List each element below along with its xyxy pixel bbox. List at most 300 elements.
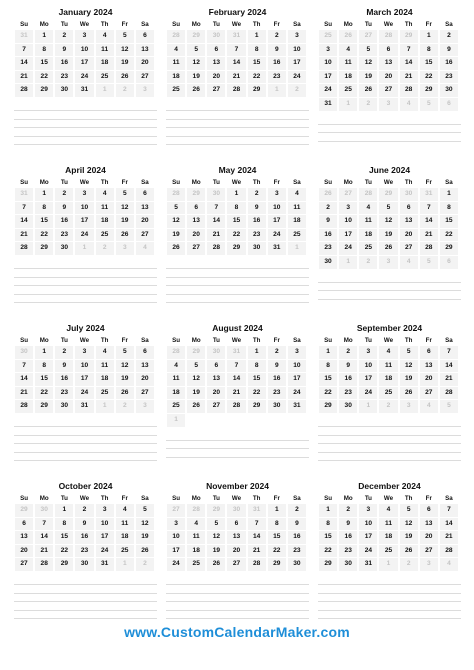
day-cell: 19 [187, 71, 205, 85]
day-cell: 3 [359, 346, 377, 360]
note-line [14, 103, 157, 111]
weekday-header: Su [20, 495, 29, 502]
day-cell: 28 [400, 84, 418, 98]
day-cell: 23 [339, 387, 357, 401]
day-cell: 17 [359, 373, 377, 387]
weekday-header: We [79, 337, 90, 344]
week-row [319, 545, 458, 559]
day-cell: 22 [35, 387, 53, 401]
week-row [319, 215, 458, 229]
week-row [167, 558, 306, 572]
note-line [318, 577, 461, 585]
day-cell: 24 [319, 84, 337, 98]
day-cell: 18 [167, 387, 185, 401]
month-title: March 2024 [366, 7, 413, 17]
week-row [15, 518, 154, 532]
adjacent-day-cell: 30 [35, 504, 53, 518]
day-cell: 13 [227, 531, 245, 545]
adjacent-day-cell: 1 [359, 400, 377, 414]
day-cell: 11 [96, 360, 114, 374]
day-cell: 19 [379, 229, 397, 243]
day-cell: 23 [440, 71, 458, 85]
day-cell: 11 [339, 57, 357, 71]
day-cell: 13 [136, 44, 154, 58]
day-cell: 8 [55, 518, 73, 532]
day-cell: 12 [167, 215, 185, 229]
month-table [13, 178, 156, 256]
day-cell: 7 [207, 202, 225, 216]
week-row [167, 30, 306, 44]
day-cell: 1 [319, 504, 337, 518]
weekday-header: Sa [445, 179, 453, 186]
day-cell: 12 [116, 202, 134, 216]
adjacent-day-cell: 30 [207, 30, 225, 44]
day-cell: 11 [116, 518, 134, 532]
day-cell: 5 [379, 202, 397, 216]
adjacent-day-cell: 6 [440, 256, 458, 270]
adjacent-day-cell: 31 [248, 504, 266, 518]
weekday-header: Tu [364, 21, 372, 28]
day-cell: 14 [440, 518, 458, 532]
note-line [14, 120, 157, 128]
day-cell: 15 [420, 57, 438, 71]
month-title: April 2024 [65, 165, 106, 175]
day-cell: 21 [15, 387, 33, 401]
note-line [14, 585, 157, 593]
note-line [166, 278, 309, 286]
adjacent-day-cell: 31 [15, 30, 33, 44]
day-cell: 13 [136, 202, 154, 216]
day-cell: 26 [379, 242, 397, 256]
day-cell: 7 [440, 346, 458, 360]
day-cell: 22 [268, 545, 286, 559]
weekday-header: Fr [425, 337, 432, 344]
note-line [14, 295, 157, 303]
month-table [165, 494, 308, 572]
notes-lines [318, 419, 461, 461]
day-cell: 29 [227, 242, 245, 256]
day-cell: 2 [75, 504, 93, 518]
adjacent-day-cell: 2 [400, 558, 418, 572]
day-cell: 25 [96, 387, 114, 401]
day-cell: 19 [116, 215, 134, 229]
note-line [166, 577, 309, 585]
adjacent-day-cell: 30 [207, 346, 225, 360]
notes-lines [14, 577, 157, 619]
day-cell: 8 [420, 44, 438, 58]
day-cell: 20 [15, 545, 33, 559]
day-cell: 29 [319, 558, 337, 572]
day-cell: 12 [187, 57, 205, 71]
day-cell: 23 [55, 71, 73, 85]
month-block [14, 478, 157, 636]
day-cell: 2 [339, 346, 357, 360]
day-cell: 9 [248, 202, 266, 216]
weekday-header: Fr [121, 495, 128, 502]
day-cell: 30 [339, 400, 357, 414]
weekday-header: Su [172, 179, 181, 186]
day-cell: 22 [440, 229, 458, 243]
weekday-header: Sa [293, 21, 301, 28]
note-line [14, 611, 157, 619]
day-cell: 17 [75, 373, 93, 387]
day-cell: 26 [207, 558, 225, 572]
weekday-header: Th [252, 21, 261, 28]
day-cell: 22 [227, 229, 245, 243]
weekday-header: Tu [60, 21, 68, 28]
note-line [166, 261, 309, 269]
note-line [318, 133, 461, 141]
notes-lines [318, 577, 461, 619]
adjacent-day-cell: 4 [136, 242, 154, 256]
day-cell: 26 [116, 71, 134, 85]
month-table [165, 336, 308, 428]
site-url[interactable]: www.CustomCalendarMaker.com [124, 624, 350, 640]
weekday-header: Su [324, 337, 333, 344]
adjacent-day-cell: 29 [379, 188, 397, 202]
day-cell: 29 [268, 558, 286, 572]
day-cell: 27 [420, 387, 438, 401]
day-cell: 4 [379, 504, 397, 518]
day-cell: 27 [400, 242, 418, 256]
weekday-header: Tu [60, 337, 68, 344]
day-cell: 9 [55, 360, 73, 374]
month-table [165, 20, 308, 98]
week-row [167, 242, 306, 256]
day-cell: 21 [15, 71, 33, 85]
day-cell: 16 [248, 215, 266, 229]
day-cell: 11 [288, 202, 306, 216]
day-cell: 2 [248, 188, 266, 202]
day-cell: 10 [268, 202, 286, 216]
week-row [15, 242, 154, 256]
day-cell: 17 [75, 57, 93, 71]
adjacent-day-cell: 30 [400, 188, 418, 202]
day-cell: 30 [440, 84, 458, 98]
week-row [15, 57, 154, 71]
adjacent-day-cell: 1 [116, 558, 134, 572]
day-cell: 2 [55, 346, 73, 360]
day-cell: 27 [136, 229, 154, 243]
day-cell: 9 [288, 518, 306, 532]
day-cell: 5 [116, 30, 134, 44]
adjacent-day-cell: 5 [420, 98, 438, 112]
note-line [14, 453, 157, 461]
day-cell: 18 [167, 71, 185, 85]
day-cell: 15 [319, 373, 337, 387]
day-cell: 27 [15, 558, 33, 572]
weekday-header: Sa [141, 337, 149, 344]
day-cell: 10 [319, 57, 337, 71]
weekday-header: Th [404, 21, 413, 28]
adjacent-day-cell: 1 [96, 84, 114, 98]
week-row [319, 400, 458, 414]
weekday-header: Sa [141, 495, 149, 502]
day-cell: 10 [96, 518, 114, 532]
day-cell: 22 [248, 71, 266, 85]
day-cell: 26 [136, 545, 154, 559]
day-cell: 16 [319, 229, 337, 243]
day-cell: 11 [187, 531, 205, 545]
day-cell: 8 [248, 44, 266, 58]
adjacent-day-cell: 3 [379, 98, 397, 112]
note-line [14, 261, 157, 269]
day-cell: 6 [136, 346, 154, 360]
day-cell: 6 [136, 188, 154, 202]
month-table [317, 494, 460, 572]
day-cell: 1 [440, 188, 458, 202]
adjacent-day-cell: 30 [15, 346, 33, 360]
note-line [318, 436, 461, 444]
day-cell: 29 [35, 400, 53, 414]
month-title: September 2024 [356, 323, 423, 333]
day-cell: 7 [227, 44, 245, 58]
day-cell: 30 [248, 242, 266, 256]
day-cell: 20 [207, 387, 225, 401]
day-cell: 28 [440, 387, 458, 401]
adjacent-day-cell: 30 [207, 188, 225, 202]
adjacent-day-cell: 28 [187, 504, 205, 518]
note-line [14, 577, 157, 585]
weekday-header: Tu [60, 179, 68, 186]
adjacent-day-cell: 27 [167, 504, 185, 518]
notes-lines [166, 261, 309, 303]
day-cell: 20 [420, 373, 438, 387]
day-cell: 17 [288, 57, 306, 71]
day-cell: 10 [288, 360, 306, 374]
week-row [319, 71, 458, 85]
day-cell: 5 [167, 202, 185, 216]
week-row [167, 504, 306, 518]
month-table [317, 178, 460, 270]
day-cell: 14 [15, 373, 33, 387]
day-cell: 5 [116, 346, 134, 360]
adjacent-day-cell: 31 [15, 188, 33, 202]
day-cell: 29 [319, 400, 337, 414]
week-row [319, 387, 458, 401]
month-title: February 2024 [208, 7, 267, 17]
week-row [167, 84, 306, 98]
day-cell: 7 [15, 360, 33, 374]
note-line [14, 111, 157, 119]
day-cell: 4 [379, 346, 397, 360]
note-line [14, 137, 157, 145]
weekday-header: Sa [445, 337, 453, 344]
day-cell: 30 [339, 558, 357, 572]
adjacent-day-cell: 31 [420, 188, 438, 202]
day-cell: 11 [167, 373, 185, 387]
day-cell: 12 [187, 373, 205, 387]
weekday-header: Th [100, 337, 109, 344]
day-cell: 24 [359, 387, 377, 401]
note-line [14, 427, 157, 435]
weekday-header: Tu [212, 495, 220, 502]
day-cell: 5 [136, 504, 154, 518]
day-cell: 12 [359, 57, 377, 71]
day-cell: 18 [359, 229, 377, 243]
weekday-header: Su [324, 21, 333, 28]
day-cell: 14 [440, 360, 458, 374]
day-cell: 4 [167, 44, 185, 58]
day-cell: 22 [319, 387, 337, 401]
day-cell: 29 [35, 242, 53, 256]
adjacent-day-cell: 1 [75, 242, 93, 256]
day-cell: 31 [359, 558, 377, 572]
week-row [319, 188, 458, 202]
adjacent-day-cell: 2 [288, 84, 306, 98]
month-table [13, 494, 156, 572]
month-title: June 2024 [368, 165, 411, 175]
day-cell: 2 [440, 30, 458, 44]
day-cell: 4 [288, 188, 306, 202]
day-cell: 18 [187, 545, 205, 559]
note-line [166, 128, 309, 136]
adjacent-day-cell: 1 [379, 558, 397, 572]
day-cell: 3 [288, 346, 306, 360]
day-cell: 29 [55, 558, 73, 572]
day-cell: 6 [379, 44, 397, 58]
weekday-header: Fr [121, 179, 128, 186]
day-cell: 18 [96, 373, 114, 387]
weekday-header: Mo [39, 495, 49, 502]
day-cell: 23 [288, 545, 306, 559]
day-cell: 13 [136, 360, 154, 374]
day-cell: 1 [248, 346, 266, 360]
day-cell: 12 [379, 215, 397, 229]
day-cell: 30 [288, 558, 306, 572]
day-cell: 23 [268, 71, 286, 85]
day-cell: 13 [420, 360, 438, 374]
day-cell: 1 [319, 346, 337, 360]
day-cell: 10 [167, 531, 185, 545]
month-block [166, 4, 309, 162]
adjacent-day-cell: 28 [167, 30, 185, 44]
adjacent-day-cell: 3 [379, 256, 397, 270]
week-row [319, 360, 458, 374]
weekday-header: We [231, 495, 242, 502]
weekday-header: Mo [191, 179, 201, 186]
day-cell: 18 [379, 373, 397, 387]
day-cell: 8 [35, 202, 53, 216]
day-cell: 30 [55, 400, 73, 414]
weekday-header: Su [172, 337, 181, 344]
day-cell: 13 [379, 57, 397, 71]
day-cell: 23 [75, 545, 93, 559]
day-cell: 28 [248, 558, 266, 572]
notes-lines [14, 419, 157, 461]
day-cell: 24 [75, 387, 93, 401]
day-cell: 1 [227, 188, 245, 202]
note-line [318, 125, 461, 133]
day-cell: 8 [35, 360, 53, 374]
day-cell: 29 [248, 84, 266, 98]
day-cell: 21 [227, 71, 245, 85]
weekday-header: Mo [39, 337, 49, 344]
weekday-header: Sa [445, 21, 453, 28]
note-line [318, 611, 461, 619]
day-cell: 15 [35, 215, 53, 229]
weekday-header: Fr [121, 21, 128, 28]
day-cell: 28 [420, 242, 438, 256]
notes-lines [166, 103, 309, 145]
day-cell: 6 [207, 44, 225, 58]
weekday-header: We [79, 179, 90, 186]
day-cell: 9 [268, 360, 286, 374]
notes-lines [166, 433, 309, 458]
day-cell: 13 [420, 518, 438, 532]
notes-lines [166, 577, 309, 619]
day-cell: 17 [319, 71, 337, 85]
day-cell: 12 [400, 360, 418, 374]
day-cell: 24 [359, 545, 377, 559]
day-cell: 5 [116, 188, 134, 202]
day-cell: 7 [227, 360, 245, 374]
weekday-header: Su [172, 21, 181, 28]
week-row [15, 84, 154, 98]
day-cell: 18 [96, 215, 114, 229]
day-cell: 17 [288, 373, 306, 387]
day-cell: 8 [35, 44, 53, 58]
week-row [15, 215, 154, 229]
day-cell: 17 [75, 215, 93, 229]
day-cell: 15 [319, 531, 337, 545]
week-row [167, 71, 306, 85]
weekday-header: Th [100, 179, 109, 186]
weekday-header: We [231, 337, 242, 344]
weekday-header: Th [100, 21, 109, 28]
week-row [15, 71, 154, 85]
day-cell: 14 [248, 531, 266, 545]
day-cell: 9 [319, 215, 337, 229]
day-cell: 6 [136, 30, 154, 44]
week-row [319, 504, 458, 518]
adjacent-day-cell: 1 [96, 400, 114, 414]
day-cell: 21 [440, 373, 458, 387]
day-cell: 3 [339, 202, 357, 216]
weekday-header: Mo [191, 495, 201, 502]
weekday-header: Mo [191, 21, 201, 28]
day-cell: 19 [187, 387, 205, 401]
day-cell: 7 [440, 504, 458, 518]
adjacent-day-cell: 3 [136, 400, 154, 414]
day-cell: 11 [96, 44, 114, 58]
adjacent-day-cell: 29 [15, 504, 33, 518]
week-row [319, 57, 458, 71]
day-cell: 17 [359, 531, 377, 545]
day-cell: 10 [75, 202, 93, 216]
month-block [318, 478, 461, 636]
note-line [166, 120, 309, 128]
adjacent-day-cell: 3 [420, 558, 438, 572]
week-row [319, 531, 458, 545]
day-cell: 2 [288, 504, 306, 518]
week-row [15, 360, 154, 374]
day-cell: 18 [288, 215, 306, 229]
day-cell: 2 [268, 30, 286, 44]
month-block [14, 162, 157, 320]
week-row [319, 242, 458, 256]
weekday-header: Th [252, 337, 261, 344]
day-cell: 29 [440, 242, 458, 256]
day-cell: 27 [420, 545, 438, 559]
month-title: November 2024 [206, 481, 269, 491]
adjacent-day-cell: 1 [167, 414, 185, 428]
day-cell: 20 [227, 545, 245, 559]
weekday-header: Sa [293, 337, 301, 344]
notes-lines [318, 117, 461, 142]
weekday-header: Fr [273, 495, 280, 502]
day-cell: 19 [359, 71, 377, 85]
